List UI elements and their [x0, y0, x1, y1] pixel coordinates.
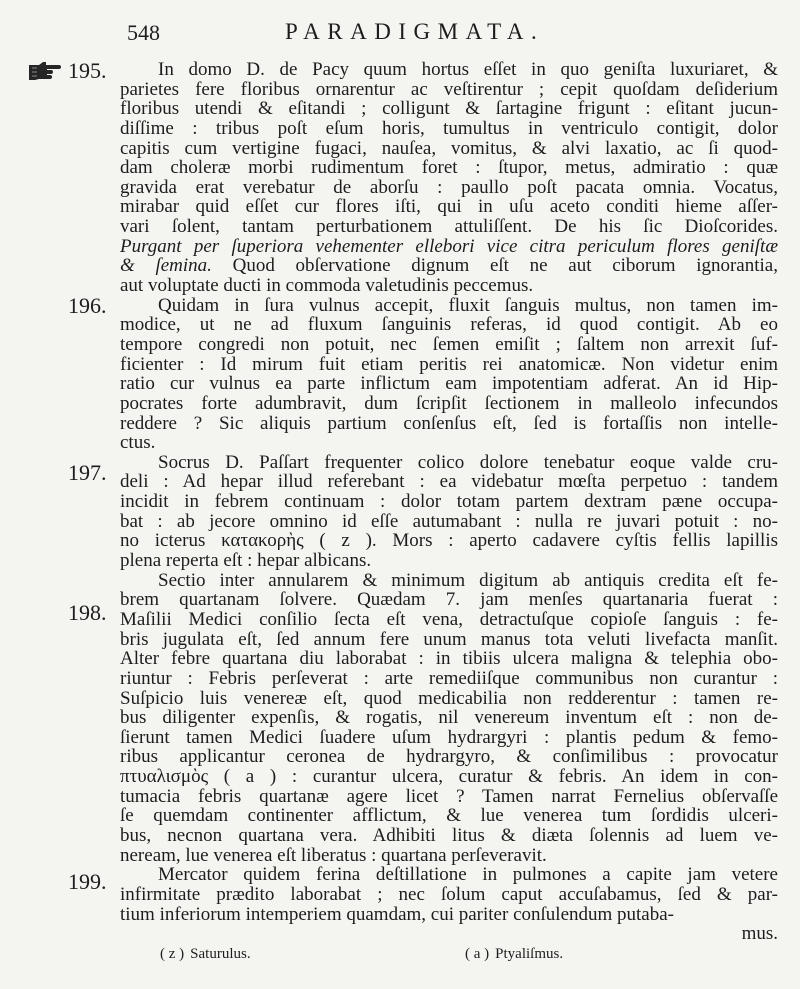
footnote-mark: ( z ): [160, 946, 185, 962]
catchword: mus.: [741, 923, 778, 945]
text-line: Alter febre quartana diu laborabat : in tibiis ulcera maligna & telephia obo-: [120, 648, 778, 670]
text-line: floribus utendi & eſitandi ; colligunt & ſartagine frigunt : eſitant jucun-: [120, 98, 778, 120]
paragraph-list: [120, 60, 778, 924]
text-line: pocrates forte adumbravit, dum ſcripſit ſectionem in malleolo infecundos: [120, 392, 778, 414]
text-line: parietes fere floribus ornarentur ac veſtirentur ; cepit quoſdam deſiderium: [120, 78, 778, 100]
text-line: Maſilii Medici conſilio ſecta eſt vena, detractuſque copioſe ſanguis : fe-: [120, 608, 778, 630]
paragraph-number: 196.: [68, 293, 107, 318]
text-line: [120, 237, 778, 257]
text-line: incidit in febrem continuam : dolor totam partem dextram pæne occupa-: [120, 491, 778, 513]
paragraph: [120, 571, 778, 866]
manicule-icon: [28, 61, 62, 81]
footnote-mark: ( a ): [465, 946, 490, 962]
footnote: [465, 944, 563, 964]
text-body: [120, 60, 778, 944]
text-line: ctus.: [120, 432, 156, 454]
text-line: capitis cum vertigine fugaci, nauſea, vomitus, & alvi laxatio, ac ſi quod-: [120, 137, 778, 159]
text-line: bus, necnon quartana vera. Adhibiti litus & diæta ſolennis ad luem ve-: [120, 824, 778, 846]
text-line: Socrus D. Paſſart frequenter colico dolore tenebatur eoque valde cru-: [158, 451, 778, 473]
footnote-text: Saturulus.: [190, 946, 251, 962]
text-line: [120, 256, 778, 276]
text-line: bat : ab jecore omnino id eſſe autumabant : nulla re juvari potuit : no-: [120, 510, 778, 532]
text-line: Sectio inter annularem & minimum digitum ab antiquis credita eſt fe-: [158, 569, 778, 591]
text-line: plena reperta eſt : hepar albicans.: [120, 550, 372, 572]
text-line: no icterus κατακορὴς ( z ). Mors : aperto cadavere cyſtis fellis lapillis: [120, 530, 778, 552]
text-line: bus diligenter expenſis, & rogatis, nil venereum inventum eſt : non de-: [120, 707, 778, 729]
text-line: mirabar quid eſſet cur flores iſti, qui in uſu aceto conditi hieme aſſer-: [120, 196, 778, 218]
text-line: Quidam in ſura vulnus accepit, fluxit ſanguis multus, non tamen im-: [158, 294, 778, 316]
page-number: 548: [127, 20, 160, 45]
text-line: In domo D. de Pacy quum hortus eſſet in quo geniſta luxuriaret, &: [158, 59, 778, 80]
text-line: riuntur : Febris perſeverat : arte remediiſque communibus non curantur :: [120, 667, 778, 689]
text-line: πτυαλισμὸς ( a ) : curantur ulcera, curatur & febris. An idem in con-: [120, 766, 778, 788]
text-line: Suſpicio luis venereæ eſt, quod medicabilia non redderentur : tamen re-: [120, 687, 778, 709]
text-line: diſſime : tribus poſt eſum horis, tumultus in ventriculo contigit, dolor: [120, 117, 778, 139]
text-line: deli : Ad hepar illud referebant : ea videbatur mœſta perpetuo : tandem: [120, 471, 778, 493]
paragraph-number: 195.: [68, 58, 107, 83]
text-line: ficienter : Id mirum fuit etiam peritis rei anatomicæ. Non videtur enim: [120, 353, 778, 375]
text-line: tempore congredi non potuit, nec ſemen emiſit ; ſaltem non arrexit ſuf-: [120, 333, 778, 355]
text-line: gravida erat verebatur de aborſu : paullo poſt pacata omnia. Vocatus,: [120, 176, 778, 198]
text-line: modice, ut ne ad fluxum ſanguinis referas, id quod contigit. Ab eo: [120, 314, 778, 336]
text-line: tumacia febris quartanæ agere licet ? Tamen narrat Fernelius obſervaſſe: [120, 785, 778, 807]
text-line: Mercator quidem ferina deſtillatione in pulmones a capite jam vetere: [158, 864, 778, 886]
paragraph-number: 199.: [68, 869, 107, 894]
text-line: dam choleræ morbi rudimentum foret : ſtupor, metus, admiratio : quæ: [120, 157, 778, 179]
paragraph-number: 197.: [68, 460, 107, 485]
text-line: reddere ? Sic aliquis partium conſenſus eſt, ſed is fortaſſis non intelle-: [120, 412, 778, 434]
text-line: brem quartanam ſolvere. Quædam 7. jam menſes quartanaria fuerat :: [120, 589, 778, 611]
text-line: neream, lue venerea eſt liberatus : quartana perſeveravit.: [120, 844, 547, 866]
italic-text: Purgant per ſuperiora vehementer ellebori vice citra periculum flores geniſtæ: [120, 235, 778, 257]
footnote: [160, 944, 251, 964]
roman-text: Quod obſervatione dignum eſt ne aut ciborum ignorantia,: [211, 255, 778, 277]
paragraph: [120, 453, 778, 571]
italic-text: & ſemina.: [120, 255, 212, 277]
text-line: ratio cur vulnus ea parte inflictum eam impotentiam adferat. An id Hip-: [120, 373, 778, 395]
paragraph: [120, 60, 778, 296]
text-line: vari ſolent, tantam perturbationem attuliſſent. De his ſic Dioſcorides.: [120, 216, 778, 238]
text-line: ribus applicantur ceronea de hydrargyro, & conſimilibus : provocatur: [120, 746, 778, 768]
paragraph: [120, 865, 778, 924]
text-line: bris jugulata eſt, ſed annum fere unum manus tota veluti livefacta manſit.: [120, 628, 778, 650]
text-line: tium inferiorum intemperiem quamdam, cui pariter conſulendum putaba-: [120, 903, 674, 925]
text-line: ſe quemdam continenter afflictum, & lue venerea tum ſordidis ulceri-: [120, 805, 778, 827]
footnote-text: Ptyaliſmus.: [495, 946, 564, 962]
paragraph-number: 198.: [68, 600, 107, 625]
paragraph: [120, 296, 778, 453]
text-line: aut voluptate ducti in commoda valetudinis peccemus.: [120, 275, 534, 297]
text-line: ſierunt tamen Medici ſuadere uſum hydrargyri : plantis pedum & femo-: [120, 726, 778, 748]
text-line: infirmitate prædito laborabat ; nec ſolum caput accuſabamus, ſed & par-: [120, 883, 778, 905]
running-title: PARADIGMATA.: [285, 19, 545, 44]
